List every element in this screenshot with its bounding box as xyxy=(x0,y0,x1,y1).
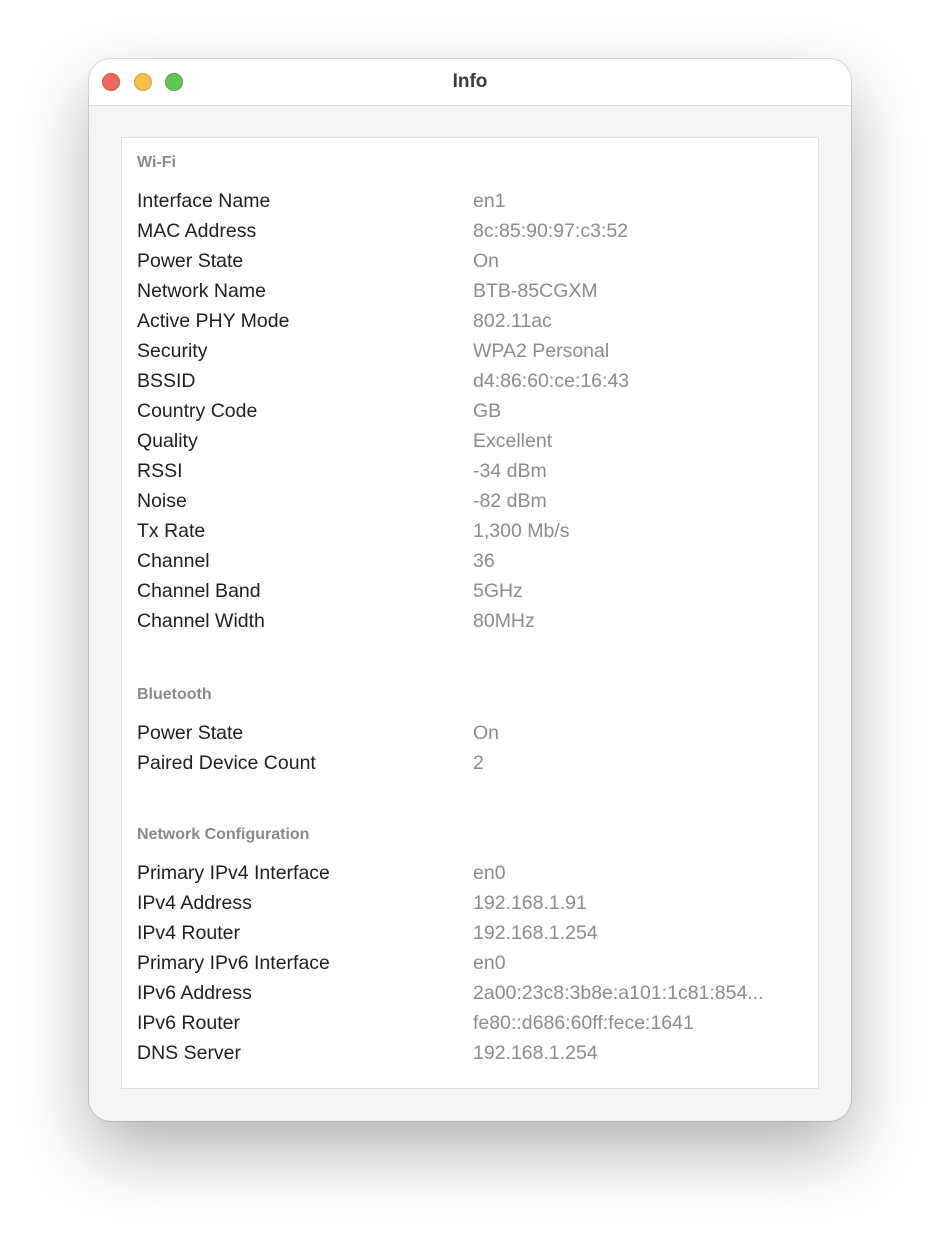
info-row xyxy=(122,606,820,636)
row-label: Quality xyxy=(137,430,198,452)
row-value: 8c:85:90:97:c3:52 xyxy=(473,220,629,242)
info-row xyxy=(122,1008,820,1038)
row-value: WPA2 Personal xyxy=(473,340,610,362)
row-value: 192.168.1.254 xyxy=(473,922,598,944)
info-row xyxy=(122,1038,820,1068)
section-header-wifi: Wi-Fi xyxy=(137,154,176,171)
row-label: Power State xyxy=(137,250,244,272)
info-row xyxy=(122,516,820,546)
row-label: Interface Name xyxy=(137,190,271,212)
row-value: On xyxy=(473,250,500,272)
row-label: MAC Address xyxy=(137,220,257,242)
info-row xyxy=(122,948,820,978)
row-value: -34 dBm xyxy=(473,460,547,482)
info-row xyxy=(122,858,820,888)
row-value: 2a00:23c8:3b8e:a101:1c81:854... xyxy=(473,982,764,1004)
row-value: en0 xyxy=(473,952,506,974)
row-value: 2 xyxy=(473,752,484,774)
row-value: BTB-85CGXM xyxy=(473,280,598,302)
info-row xyxy=(122,426,820,456)
row-label: Channel xyxy=(137,550,210,572)
info-row xyxy=(122,918,820,948)
row-value: fe80::d686:60ff:fece:1641 xyxy=(473,1012,694,1034)
info-row xyxy=(122,456,820,486)
row-value: Excellent xyxy=(473,430,553,452)
info-row xyxy=(122,978,820,1008)
row-label: Channel Width xyxy=(137,610,265,632)
info-row xyxy=(122,306,820,336)
info-row xyxy=(122,366,820,396)
row-label: Noise xyxy=(137,490,187,512)
row-label: BSSID xyxy=(137,370,196,392)
row-value: 5GHz xyxy=(473,580,523,602)
row-label: Tx Rate xyxy=(137,520,206,542)
info-row xyxy=(122,748,820,778)
row-label: IPv4 Address xyxy=(137,892,252,914)
row-value: 192.168.1.91 xyxy=(473,892,587,914)
row-value: 802.11ac xyxy=(473,310,552,332)
row-value: -82 dBm xyxy=(473,490,547,512)
row-value: en1 xyxy=(473,190,506,212)
row-label: IPv4 Router xyxy=(137,922,240,944)
info-row xyxy=(122,336,820,366)
row-label: Primary IPv6 Interface xyxy=(137,952,330,974)
info-window xyxy=(89,59,851,1121)
row-label: IPv6 Address xyxy=(137,982,252,1004)
info-row xyxy=(122,396,820,426)
section-header-network-configuration: Network Configuration xyxy=(137,826,310,843)
info-row xyxy=(122,888,820,918)
row-label: Paired Device Count xyxy=(137,752,316,774)
row-label: Country Code xyxy=(137,400,258,422)
row-label: Security xyxy=(137,340,208,362)
row-label: Primary IPv4 Interface xyxy=(137,862,330,884)
section-header-bluetooth: Bluetooth xyxy=(137,686,212,703)
title-bar[interactable] xyxy=(89,59,851,106)
info-row xyxy=(122,546,820,576)
row-value: 80MHz xyxy=(473,610,535,632)
info-row xyxy=(122,246,820,276)
info-row xyxy=(122,486,820,516)
row-value: 36 xyxy=(473,550,495,572)
info-row xyxy=(122,276,820,306)
info-row xyxy=(122,186,820,216)
row-label: RSSI xyxy=(137,460,183,482)
row-value: d4:86:60:ce:16:43 xyxy=(473,370,630,392)
row-value: 192.168.1.254 xyxy=(473,1042,598,1064)
info-row xyxy=(122,576,820,606)
row-label: DNS Server xyxy=(137,1042,242,1064)
row-value: 1,300 Mb/s xyxy=(473,520,570,542)
row-label: Power State xyxy=(137,722,244,744)
info-row xyxy=(122,216,820,246)
row-label: Active PHY Mode xyxy=(137,310,290,332)
row-value: en0 xyxy=(473,862,506,884)
row-label: IPv6 Router xyxy=(137,1012,240,1034)
row-value: On xyxy=(473,722,500,744)
info-panel xyxy=(121,137,819,1089)
row-label: Channel Band xyxy=(137,580,261,602)
row-label: Network Name xyxy=(137,280,266,302)
info-row xyxy=(122,718,820,748)
window-title: Info xyxy=(452,71,488,92)
row-value: GB xyxy=(473,400,502,422)
